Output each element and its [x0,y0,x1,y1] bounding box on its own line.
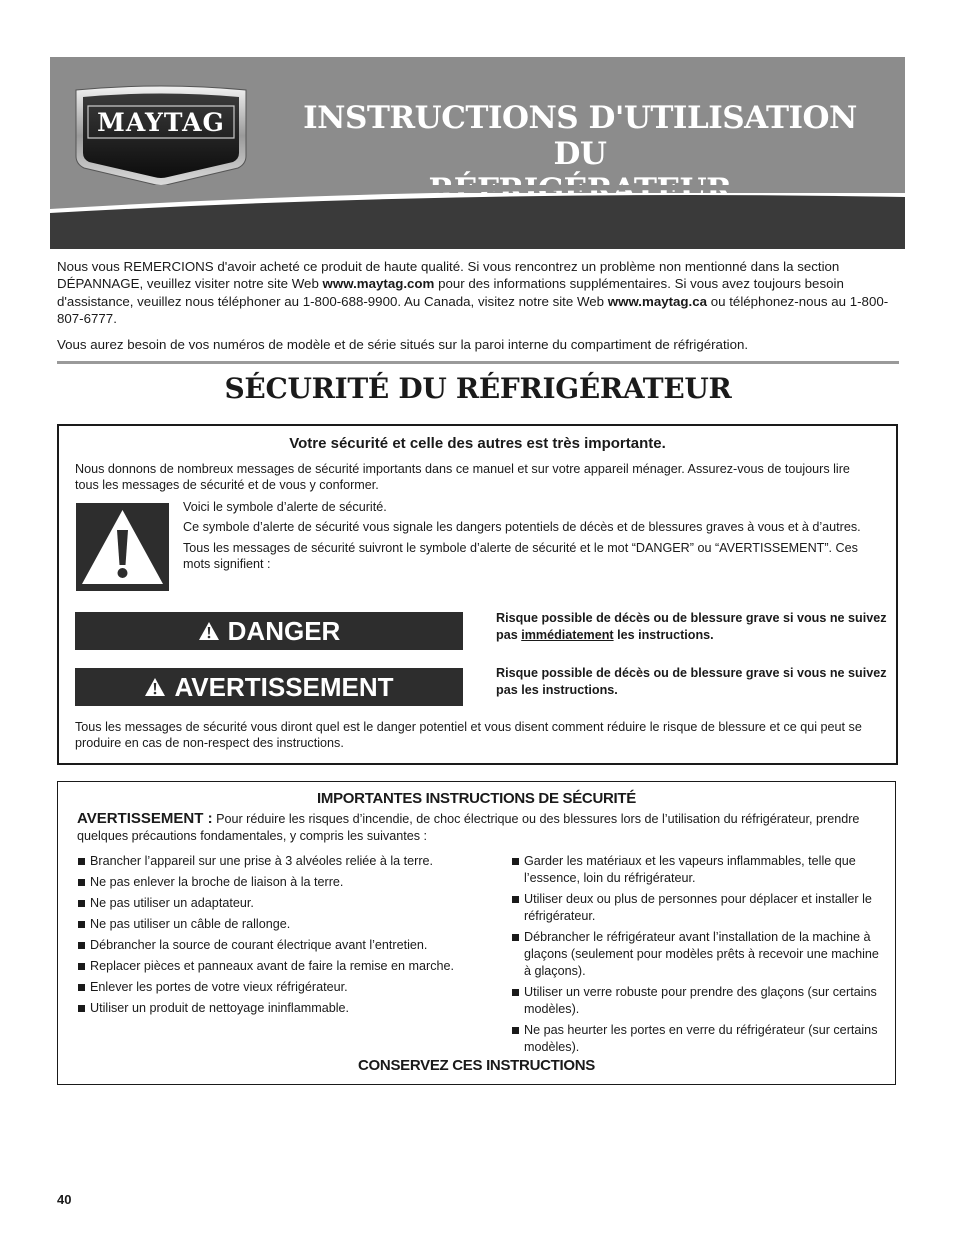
list-item: Utiliser un verre robuste pour prendre des glaçons (sur certains modèles). [511,984,881,1018]
maytag-ca-link[interactable]: www.maytag.ca [607,293,708,309]
list-item: Brancher l’appareil sur une prise à 3 alvéoles reliée à la terre. [77,853,507,870]
instructions-list-right [511,853,881,1060]
section-title: SÉCURITÉ DU RÉFRIGÉRATEUR [224,372,732,405]
safety-message-box [57,424,898,765]
symbol-line-2: Ce symbole d’alerte de sécurité vous signale les dangers potentiels de décès et de blessures graves à vous et à d’autres. [183,520,861,535]
list-item: Ne pas heurter les portes en verre du réfrigérateur (sur certains modèles). [511,1022,881,1056]
intro-text [57,258,899,361]
list-item: Garder les matériaux et les vapeurs inflammables, telle que l’essence, loin du réfrigérateur. [511,853,881,887]
warning-word: AVERTISSEMENT [174,671,394,702]
list-item: Ne pas enlever la broche de liaison à la terre. [77,874,507,891]
safety-box-intro: Nous donnons de nombreux messages de sécurité importants dans ce manuel et sur votre appareil ménager. Assurez-vous de toujours lire tous les messages de sécurité et de vous y conformer. [75,462,850,493]
important-instructions-box [57,781,896,1085]
safety-symbol-explanation [183,499,873,577]
list-item: Utiliser deux ou plus de personnes pour déplacer et installer le réfrigérateur. [511,891,881,925]
maytag-logo [70,84,252,188]
warning-triangle-icon [144,677,166,697]
intro-paragraph-2: Vous aurez besoin de vos numéros de modèle et de série situés sur la paroi interne du compartiment de réfrigération. [57,336,749,352]
instructions-warning: AVERTISSEMENT : Pour réduire les risques d’incendie, de choc électrique ou des blessures lors de l’utilisation du réfrigérateur, prendre quelques précautions fondamentales, y compris les suivantes : [77,810,860,843]
list-item: Enlever les portes de votre vieux réfrigérateur. [77,979,507,996]
list-item: Replacer pièces et panneaux avant de faire la remise en marche. [77,958,507,975]
danger-label-bar [75,612,463,650]
header-swoosh [0,185,954,255]
warning-triangle-icon [198,621,220,641]
safety-box-heading: Votre sécurité et celle des autres est très importante. [289,435,666,452]
instructions-warning-lead: AVERTISSEMENT : [77,810,213,827]
page-title-line1: INSTRUCTIONS D'UTILISATION DU [303,100,857,172]
safety-alert-icon [76,503,169,591]
instructions-list-left [77,853,507,1021]
instructions-heading: IMPORTANTES INSTRUCTIONS DE SÉCURITÉ [317,790,636,807]
section-divider [57,361,899,364]
list-item: Ne pas utiliser un adaptateur. [77,895,507,912]
list-item: Débrancher le réfrigérateur avant l’installation de la machine à glaçons (seulement pour modèles prêts à recevoir une machine à glaçons). [511,929,881,980]
logo-wordmark: MAYTAG [97,108,225,137]
page-number: 40 [57,1192,72,1207]
list-item: Ne pas utiliser un câble de rallonge. [77,916,507,933]
symbol-line-1: Voici le symbole d’alerte de sécurité. [183,500,387,514]
list-item: Débrancher la source de courant électrique avant l’entretien. [77,937,507,954]
safety-box-footer: Tous les messages de sécurité vous diront quel est le danger potentiel et vous disent comment réduire le risque de blessure et ce qui peut se produire en cas de non-respect des instructions. [75,720,862,751]
danger-word: DANGER [227,615,341,646]
danger-description: Risque possible de décès ou de blessure grave si vous ne suivez pas immédiatement les instructions. [496,611,887,642]
instructions-footer: CONSERVEZ CES INSTRUCTIONS [358,1057,595,1074]
intro-paragraph-1: Nous vous REMERCIONS d'avoir acheté ce produit de haute qualité. Si vous rencontrez un problème non mentionné dans la section DÉPANNAGE, veuillez visiter notre site Web www.maytag.com pour des informations supplémentaires. Si vous avez toujours besoin d'assistance, veuillez nous téléphoner au 1-800-688-9900. Au Canada, visitez notre site Web www.maytag.ca ou téléphonez-nous au 1-800-807-6777. [57,259,889,327]
symbol-line-3: Tous les messages de sécurité suivront le symbole d’alerte de sécurité et le mot “DANGER” ou “AVERTISSEMENT”. Ces mots signifient : [183,540,858,572]
list-item: Utiliser un produit de nettoyage ininflammable. [77,1000,507,1017]
warning-label-bar [75,668,463,706]
maytag-com-link[interactable]: www.maytag.com [322,276,435,292]
warning-description: Risque possible de décès ou de blessure grave si vous ne suivez pas les instructions. [496,666,887,697]
